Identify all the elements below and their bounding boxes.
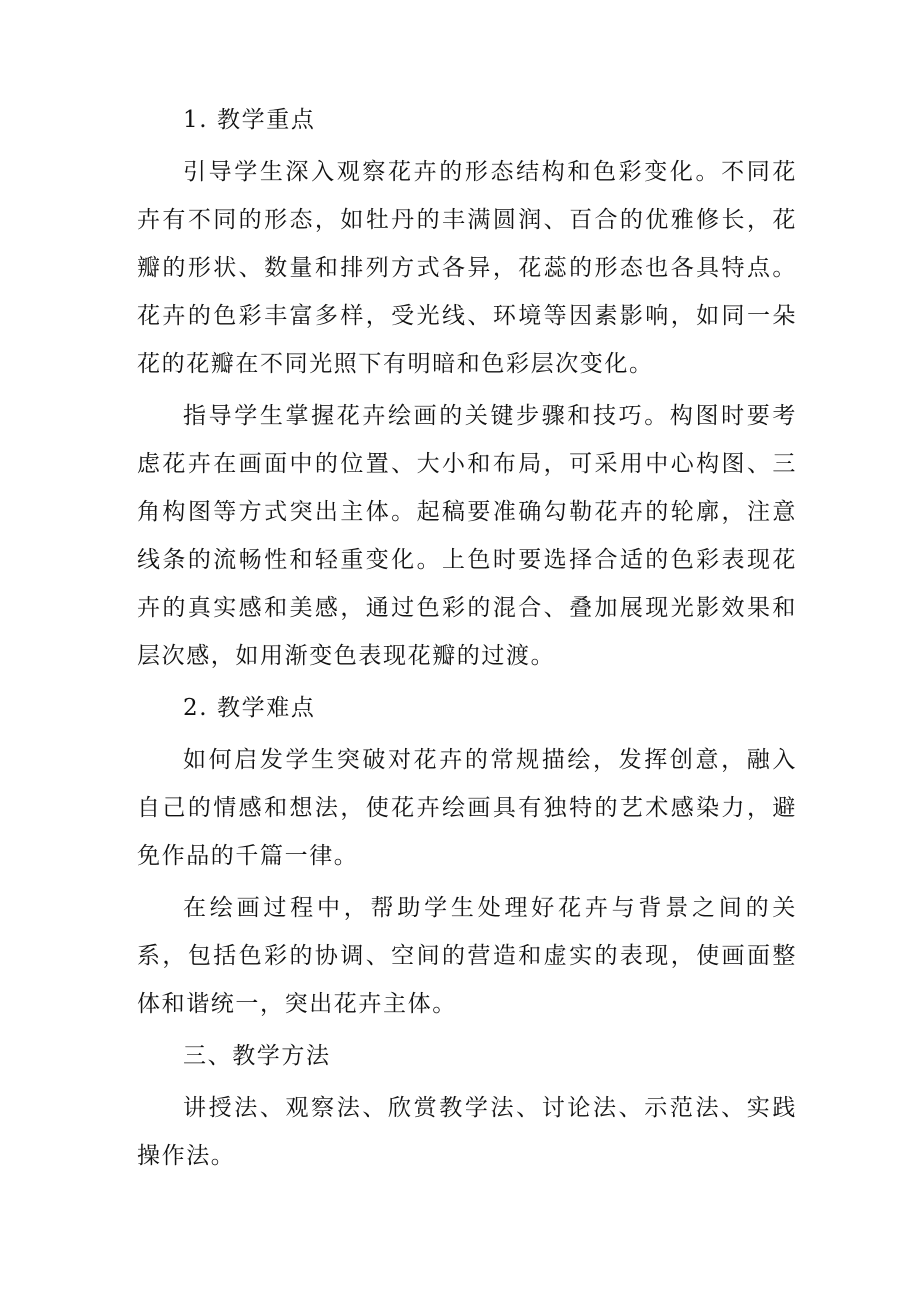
paragraph-creativity: 如何启发学生突破对花卉的常规描绘，发挥创意，融入自己的情感和想法，使花卉绘画具有独特的艺术感染力，避免作品的千篇一律。 [137, 747, 797, 869]
paragraph-methods-list: 讲授法、观察法、欣赏教学法、讨论法、示范法、实践操作法。 [137, 1095, 797, 1169]
section-heading-teaching-methods: 三、教学方法 [183, 1043, 331, 1069]
document-body [137, 96, 797, 1180]
paragraph-background-relation: 在绘画过程中，帮助学生处理好花卉与背景之间的关系，包括色彩的协调、空间的营造和虚实的表现，使画面整体和谐统一，突出花卉主体。 [137, 895, 797, 1017]
section-heading-teaching-focus: 1. 教学重点 [183, 107, 316, 133]
section-heading-teaching-difficulty: 2. 教学难点 [183, 695, 316, 721]
paragraph-observation: 引导学生深入观察花卉的形态结构和色彩变化。不同花卉有不同的形态，如牡丹的丰满圆润、百合的优雅修长，花瓣的形状、数量和排列方式各异，花蕊的形态也各具特点。花卉的色彩丰富多样，受光线、环境等因素影响，如同一朵花的花瓣在不同光照下有明暗和色彩层次变化。 [137, 159, 797, 377]
paragraph-painting-steps: 指导学生掌握花卉绘画的关键步骤和技巧。构图时要考虑花卉在画面中的位置、大小和布局，可采用中心构图、三角构图等方式突出主体。起稿要准确勾勒花卉的轮廓，注意线条的流畅性和轻重变化。上色时要选择合适的色彩表现花卉的真实感和美感，通过色彩的混合、叠加展现光影效果和层次感，如用渐变色表现花瓣的过渡。 [137, 403, 797, 669]
